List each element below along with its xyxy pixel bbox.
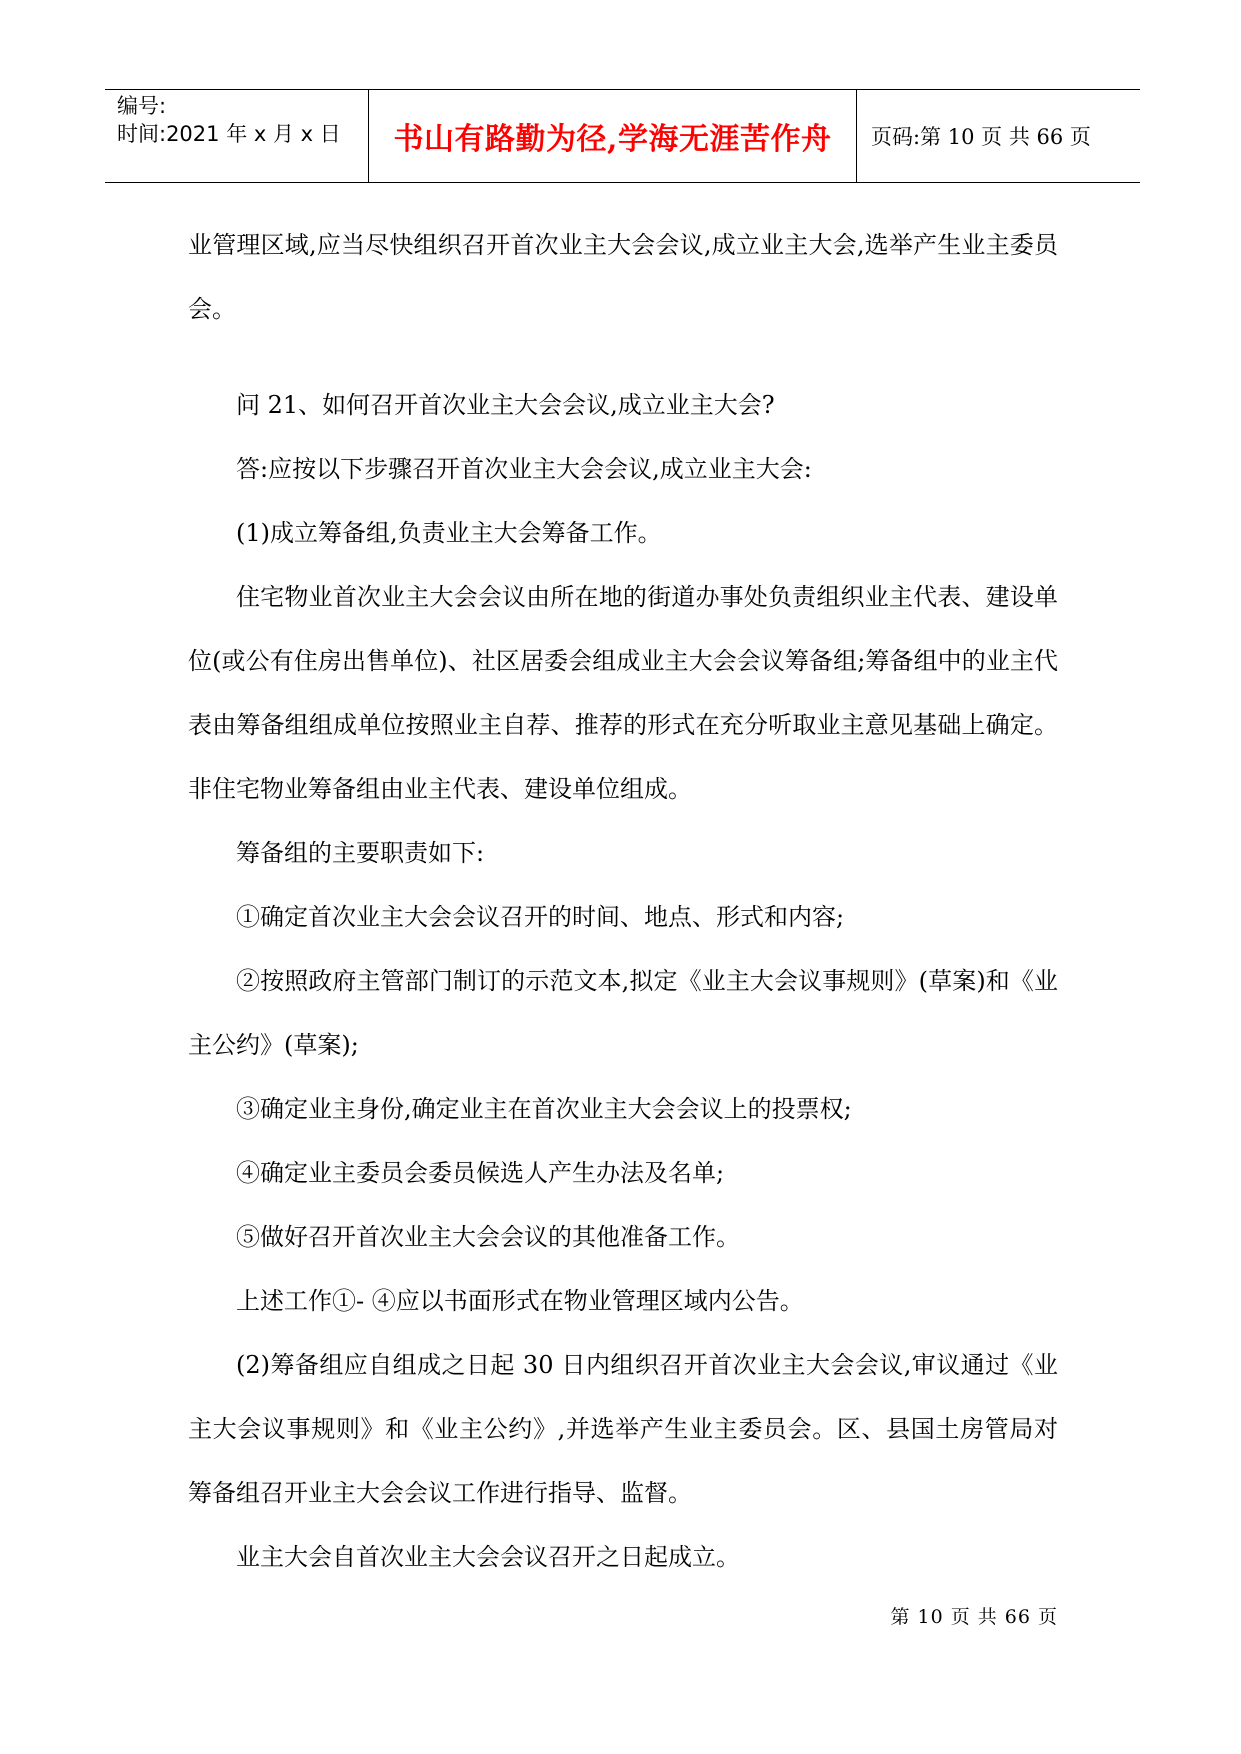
list-item: ⑤做好召开首次业主大会会议的其他准备工作。 [236,1223,740,1251]
page-header [105,89,1140,183]
paragraph: 筹备组的主要职责如下: [236,839,485,867]
list-item: ②按照政府主管部门制订的示范文本,拟定《业主大会议事规则》(草案)和《业主公约》(草案); [188,967,1058,1059]
motto: 书山有路勤为径,学海无涯苦作舟 [393,122,832,157]
list-item: ①确定首次业主大会会议召开的时间、地点、形式和内容; [236,903,845,931]
header-page-info: 页码:第 10 页 共 66 页 [871,125,1091,149]
paragraph: 业主大会自首次业主大会会议召开之日起成立。 [236,1543,740,1571]
list-item: ③确定业主身份,确定业主在首次业主大会会议上的投票权; [236,1095,852,1123]
question-heading: 问 21、如何召开首次业主大会会议,成立业主大会? [236,391,775,419]
header-motto-cell [369,90,857,182]
time-label: 时间:2021 年 x 月 x 日 [117,122,341,146]
paragraph: (1)成立筹备组,负责业主大会筹备工作。 [236,519,662,547]
header-meta [105,90,369,182]
answer-intro: 答:应按以下步骤召开首次业主大会会议,成立业主大会: [236,455,812,483]
paragraph: 住宅物业首次业主大会会议由所在地的街道办事处负责组织业主代表、建设单位(或公有住房出售单位)、社区居委会组成业主大会会议筹备组;筹备组中的业主代表由筹备组组成单位按照业主自荐、推荐的形式在充分听取业主意见基础上确定。非住宅物业筹备组由业主代表、建设单位组成。 [188,583,1058,803]
number-label: 编号: [117,94,167,118]
list-item: ④确定业主委员会委员候选人产生办法及名单; [236,1159,725,1187]
paragraph: (2)筹备组应自组成之日起 30 日内组织召开首次业主大会会议,审议通过《业主大会议事规则》和《业主公约》,并选举产生业主委员会。区、县国土房管局对筹备组召开业主大会会议工作进行指导、监督。 [188,1351,1058,1507]
document-body [188,213,1058,1589]
page-footer: 第 10 页 共 66 页 [890,1606,1058,1628]
paragraph: 上述工作①- ④应以书面形式在物业管理区域内公告。 [236,1287,804,1315]
paragraph: 业管理区域,应当尽快组织召开首次业主大会会议,成立业主大会,选举产生业主委员会。 [188,231,1058,323]
